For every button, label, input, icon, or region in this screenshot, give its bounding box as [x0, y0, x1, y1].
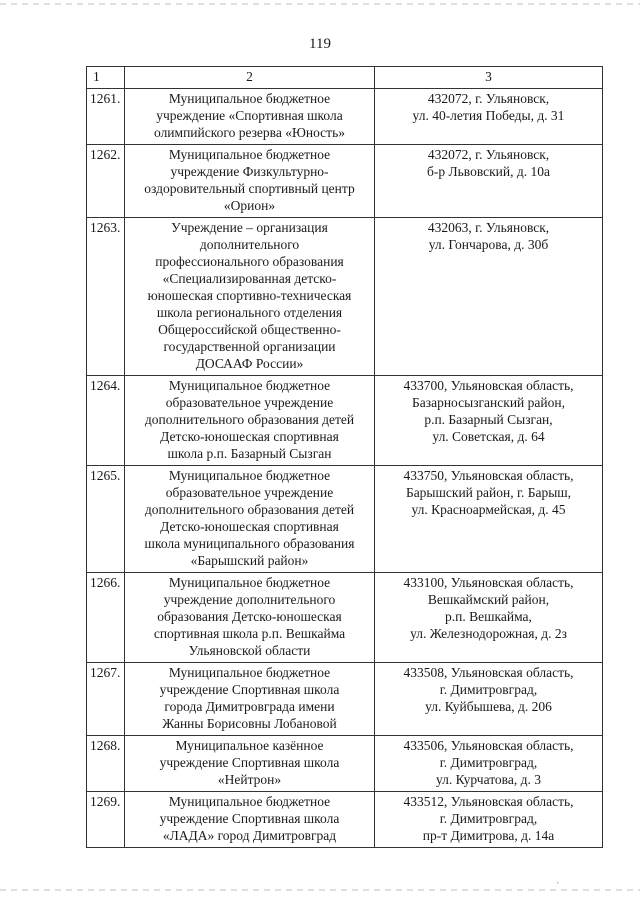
organization-name [125, 736, 375, 792]
organization-name-line: юношеская спортивно-техническая [147, 288, 352, 303]
organization-address-line: Базарносызганский район, [412, 395, 565, 410]
organization-name-line: ДОСААФ России» [195, 356, 304, 371]
table-row [87, 663, 603, 736]
organization-address-line: 433700, Ульяновская область, [403, 378, 574, 393]
registry-table [86, 66, 603, 848]
organization-name [125, 218, 375, 376]
organization-address-line: ул. Железнодорожная, д. 2з [410, 626, 567, 641]
organization-address-line: 433512, Ульяновская область, [403, 794, 574, 809]
row-number: 1266. [87, 573, 125, 663]
organization-name-line: Жанны Борисовны Лобановой [162, 716, 337, 731]
organization-name [125, 573, 375, 663]
organization-name-line: Учреждение – организация [171, 220, 328, 235]
row-number: 1264. [87, 376, 125, 466]
organization-name-line: Муниципальное бюджетное [168, 665, 331, 680]
row-number: 1267. [87, 663, 125, 736]
organization-name-line: учреждение Спортивная школа [159, 755, 340, 770]
organization-name-line: учреждение Спортивная школа [159, 682, 340, 697]
column-header-address: 3 [375, 67, 603, 89]
table-row [87, 736, 603, 792]
scan-edge-bottom [0, 889, 640, 891]
organization-address-line: ул. 40-летия Победы, д. 31 [412, 108, 565, 123]
organization-address [375, 736, 603, 792]
organization-name-line: школа р.п. Базарный Сызган [167, 446, 332, 461]
organization-name-line: образования Детско-юношеская [157, 609, 342, 624]
organization-name-line: образовательное учреждение [165, 485, 334, 500]
table-header-row [87, 67, 603, 89]
organization-name-line: Муниципальное бюджетное [168, 147, 331, 162]
organization-address-line: ул. Куйбышева, д. 206 [425, 699, 552, 714]
organization-address-line: Барышский район, г. Барыш, [405, 485, 572, 500]
organization-name-line: учреждение «Спортивная школа [156, 108, 343, 123]
row-number: 1261. [87, 89, 125, 145]
organization-name-line: государственной организации [163, 339, 336, 354]
table-row [87, 218, 603, 376]
organization-address-line: пр-т Димитрова, д. 14а [422, 828, 555, 843]
organization-address-line: 432072, г. Ульяновск, [427, 91, 550, 106]
organization-name-line: школа регионального отделения [156, 305, 343, 320]
row-number: 1269. [87, 792, 125, 848]
organization-address [375, 218, 603, 376]
organization-name-line: спортивная школа р.п. Вешкайма [153, 626, 346, 641]
organization-name [125, 466, 375, 573]
organization-address [375, 145, 603, 218]
organization-address-line: б-р Львовский, д. 10а [427, 164, 550, 179]
organization-address [375, 573, 603, 663]
organization-address-line: р.п. Базарный Сызган, [424, 412, 553, 427]
organization-name-line: учреждение Спортивная школа [159, 811, 340, 826]
organization-name-line: Детско-юношеская спортивная [160, 429, 339, 444]
organization-address-line: ул. Гончарова, д. 30б [428, 237, 549, 252]
organization-name-line: учреждение дополнительного [163, 592, 336, 607]
organization-name-line: «Орион» [223, 198, 276, 213]
organization-name-line: Общероссийской общественно- [158, 322, 341, 337]
organization-name-line: города Димитровграда имени [164, 699, 335, 714]
organization-name-line: Ульяновской области [188, 643, 311, 658]
organization-name-line: «Барышский район» [190, 553, 309, 568]
organization-name-line: «ЛАДА» город Димитровград [162, 828, 337, 843]
page-number: 119 [309, 36, 331, 52]
organization-name [125, 89, 375, 145]
organization-address [375, 376, 603, 466]
organization-address [375, 466, 603, 573]
table-row [87, 89, 603, 145]
column-header-name: 2 [125, 67, 375, 89]
row-number: 1268. [87, 736, 125, 792]
organization-address-line: 433506, Ульяновская область, [403, 738, 574, 753]
table-row [87, 466, 603, 573]
organization-address-line: ул. Красноармейская, д. 45 [411, 502, 566, 517]
organization-name-line: Муниципальное бюджетное [168, 468, 331, 483]
organization-name-line: учреждение Физкультурно- [170, 164, 329, 179]
organization-address-line: р.п. Вешкайма, [445, 609, 532, 624]
organization-name-line: дополнительного [199, 237, 300, 252]
organization-address [375, 663, 603, 736]
row-number: 1263. [87, 218, 125, 376]
organization-address-line: 432063, г. Ульяновск, [427, 220, 550, 235]
organization-name-line: олимпийского резерва «Юность» [154, 125, 345, 140]
organization-address-line: 433100, Ульяновская область, [403, 575, 574, 590]
organization-name-line: школа муниципального образования [144, 536, 355, 551]
organization-name-line: дополнительного образования детей [144, 502, 355, 517]
organization-address [375, 792, 603, 848]
column-header-number: 1 [87, 67, 125, 89]
organization-address-line: ул. Советская, д. 64 [432, 429, 545, 444]
organization-name [125, 145, 375, 218]
table-row [87, 573, 603, 663]
organization-name-line: Муниципальное бюджетное [168, 378, 331, 393]
organization-address-line: 433508, Ульяновская область, [403, 665, 574, 680]
organization-name [125, 663, 375, 736]
organization-name-line: Муниципальное бюджетное [168, 575, 331, 590]
organization-name [125, 792, 375, 848]
organization-name-line: дополнительного образования детей [144, 412, 355, 427]
scan-edge-top [0, 3, 640, 5]
organization-address-line: 433750, Ульяновская область, [403, 468, 574, 483]
organization-name-line: Муниципальное казённое [175, 738, 324, 753]
organization-address-line: г. Димитровград, [439, 755, 538, 770]
table-row [87, 145, 603, 218]
organization-address-line: Вешкаймский район, [427, 592, 550, 607]
organization-name-line: профессионального образования [155, 254, 344, 269]
organization-name-line: Муниципальное бюджетное [168, 91, 331, 106]
registry-table-body [87, 67, 603, 848]
organization-name-line: «Специализированная детско- [162, 271, 337, 286]
organization-name-line: Детско-юношеская спортивная [160, 519, 339, 534]
row-number: 1262. [87, 145, 125, 218]
row-number: 1265. [87, 466, 125, 573]
organization-name-line: образовательное учреждение [165, 395, 334, 410]
organization-name [125, 376, 375, 466]
scan-speck: ˌ [556, 872, 560, 884]
table-row [87, 792, 603, 848]
table-row [87, 376, 603, 466]
organization-name-line: оздоровительный спортивный центр [144, 181, 355, 196]
organization-address-line: г. Димитровград, [439, 682, 538, 697]
organization-address-line: ул. Курчатова, д. 3 [435, 772, 541, 787]
organization-address-line: г. Димитровград, [439, 811, 538, 826]
organization-address-line: 432072, г. Ульяновск, [427, 147, 550, 162]
organization-address [375, 89, 603, 145]
organization-name-line: «Нейтрон» [217, 772, 282, 787]
organization-name-line: Муниципальное бюджетное [168, 794, 331, 809]
